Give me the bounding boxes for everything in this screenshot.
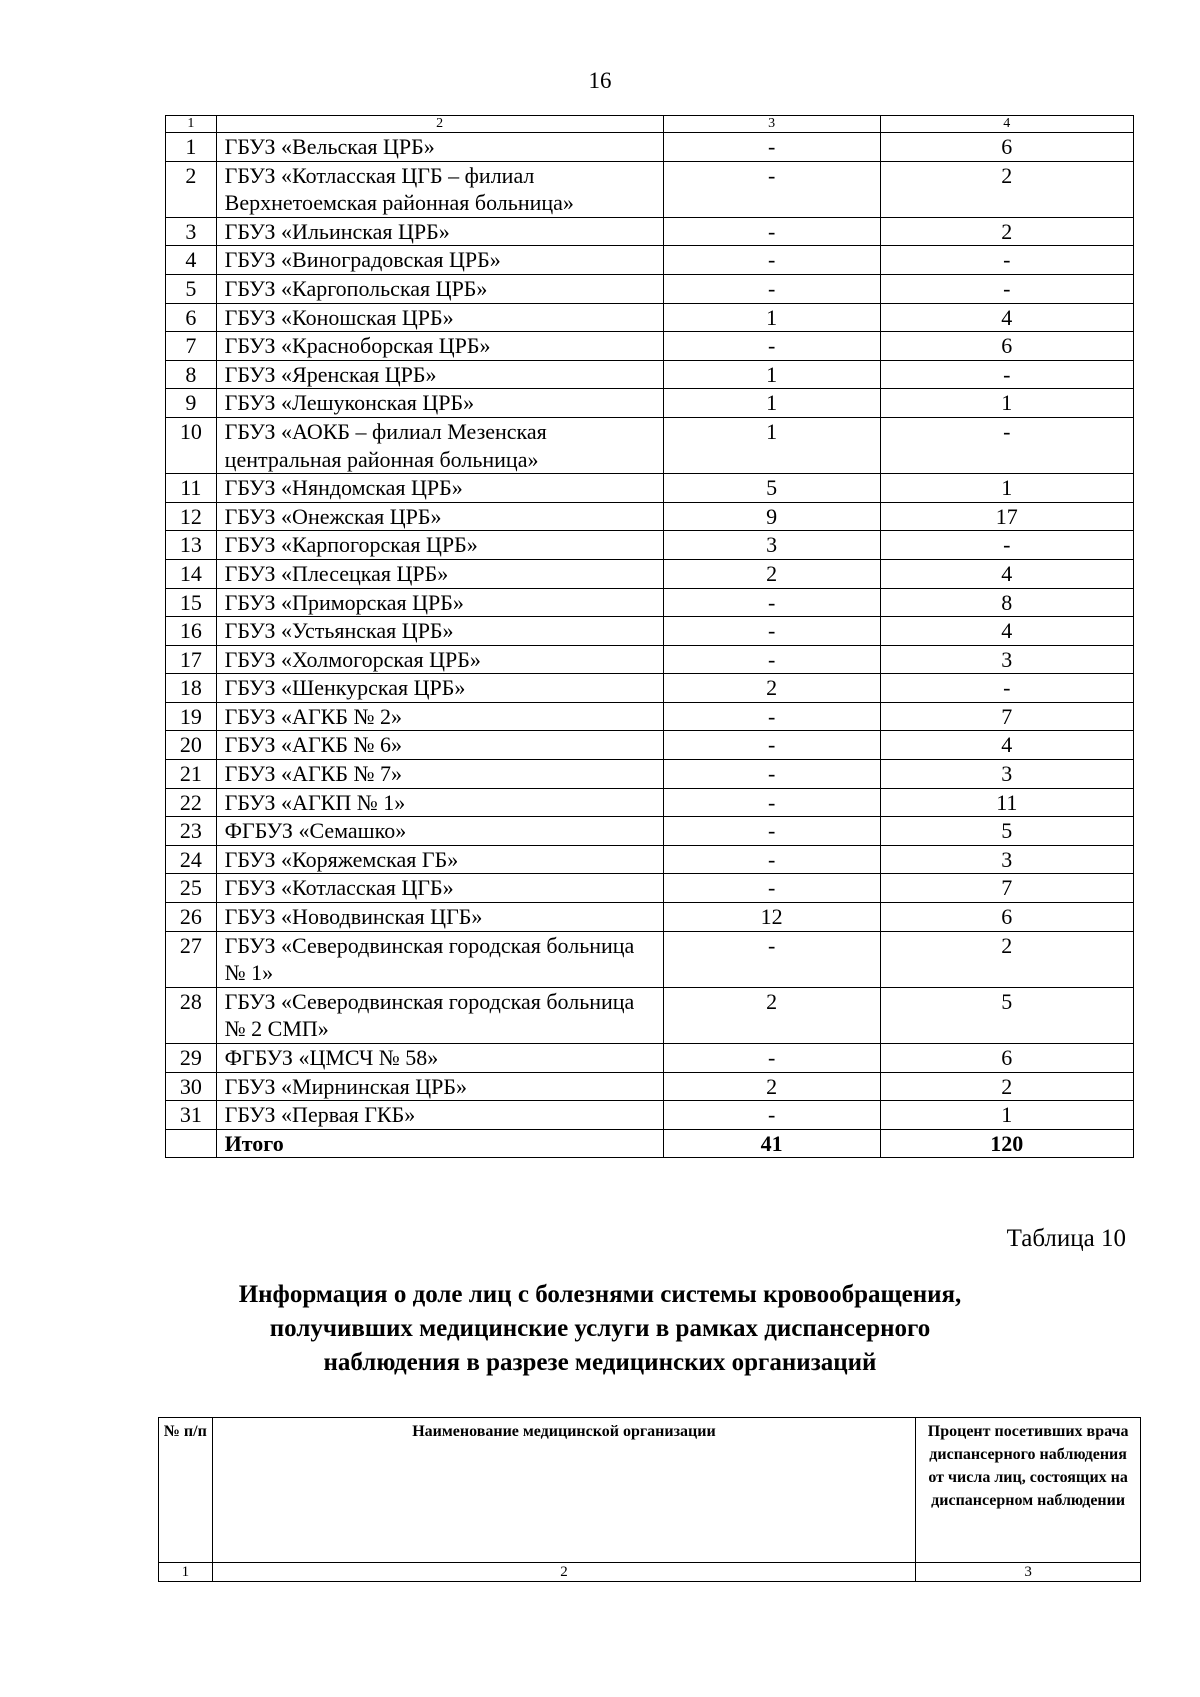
organization-name: ГБУЗ «АОКБ – филиал Мезенская центральная районная больница» [216,417,663,473]
column-4-value: 3 [880,645,1133,674]
table-row [166,702,1134,731]
column-4-value: 2 [880,217,1133,246]
column-4-value: 6 [880,1044,1133,1073]
organization-name: ГБУЗ «Карпогорская ЦРБ» [216,531,663,560]
table-row [166,760,1134,789]
column-3-value: - [663,588,880,617]
table-row [166,502,1134,531]
column-4-value: 2 [880,161,1133,217]
table-row [166,559,1134,588]
column-3-value: - [663,845,880,874]
row-number: 25 [166,874,217,903]
table-row [166,987,1134,1043]
column-3-value: 2 [663,1072,880,1101]
table-row [166,303,1134,332]
row-number: 24 [166,845,217,874]
table-row [166,645,1134,674]
row-number: 14 [166,559,217,588]
column-number-row [159,1563,1141,1582]
table-caption: Таблица 10 [1006,1225,1126,1252]
column-3-value: 1 [663,417,880,473]
table-row [166,417,1134,473]
column-4-value: 4 [880,303,1133,332]
column-4-value: 5 [880,987,1133,1043]
row-number: 27 [166,931,217,987]
column-3-value: - [663,702,880,731]
table-row [166,731,1134,760]
table-row [166,474,1134,503]
row-number: 9 [166,389,217,418]
organization-name: ГБУЗ «Холмогорская ЦРБ» [216,645,663,674]
organization-name: ГБУЗ «Онежская ЦРБ» [216,502,663,531]
column-3-value: 9 [663,502,880,531]
table-row [166,1072,1134,1101]
table-row [166,531,1134,560]
organization-name: ГБУЗ «Виноградовская ЦРБ» [216,246,663,275]
organization-name: ГБУЗ «Плесецкая ЦРБ» [216,559,663,588]
organization-name: ГБУЗ «АГКБ № 2» [216,702,663,731]
total-column-4: 120 [880,1129,1133,1158]
organization-name: ГБУЗ «Коношская ЦРБ» [216,303,663,332]
column-number-cell: 2 [212,1563,916,1582]
organization-name: ГБУЗ «Лешуконская ЦРБ» [216,389,663,418]
column-3-value: - [663,161,880,217]
header-row [159,1418,1141,1563]
table-row [166,788,1134,817]
row-number: 28 [166,987,217,1043]
row-number: 17 [166,645,217,674]
column-3-value: - [663,133,880,162]
column-3-value: 2 [663,674,880,703]
column-3-value: 2 [663,559,880,588]
column-3-value: 1 [663,360,880,389]
total-row [166,1129,1134,1158]
organization-name: ГБУЗ «Котласская ЦГБ» [216,874,663,903]
organization-name: ГБУЗ «Мирнинская ЦРБ» [216,1072,663,1101]
column-3-value: - [663,332,880,361]
row-number: 6 [166,303,217,332]
organization-name: ГБУЗ «Ильинская ЦРБ» [216,217,663,246]
table-row [166,1044,1134,1073]
table-row [166,274,1134,303]
row-number: 21 [166,760,217,789]
table-row [166,217,1134,246]
column-3-value: - [663,1044,880,1073]
table-row [166,588,1134,617]
table-row [166,874,1134,903]
table-row [166,133,1134,162]
column-3-value: 1 [663,303,880,332]
column-4-value: - [880,274,1133,303]
total-column-3: 41 [663,1129,880,1158]
column-3-value: 5 [663,474,880,503]
column-4-value: 6 [880,332,1133,361]
row-number: 26 [166,903,217,932]
column-number-cell: 1 [159,1563,213,1582]
row-number: 30 [166,1072,217,1101]
column-number-cell: 3 [663,116,880,133]
column-3-value: - [663,731,880,760]
column-3-value: 12 [663,903,880,932]
column-3-value: - [663,817,880,846]
column-4-value: 3 [880,760,1133,789]
title-line: наблюдения в разрезе медицинских организаций [323,1349,877,1376]
organization-name: ФГБУЗ «Семашко» [216,817,663,846]
column-3-value: - [663,274,880,303]
organization-name: ГБУЗ «АГКБ № 7» [216,760,663,789]
table-row [166,246,1134,275]
row-number: 8 [166,360,217,389]
column-4-value: 7 [880,874,1133,903]
organization-name: ФГБУЗ «ЦМСЧ № 58» [216,1044,663,1073]
row-number: 12 [166,502,217,531]
column-4-value: 2 [880,1072,1133,1101]
table-row [166,161,1134,217]
column-4-value: 6 [880,133,1133,162]
row-number: 10 [166,417,217,473]
table-row [166,931,1134,987]
column-4-value: 4 [880,731,1133,760]
row-number: 7 [166,332,217,361]
total-label: Итого [216,1129,663,1158]
header-number: № п/п [159,1418,213,1563]
column-3-value: - [663,1101,880,1130]
organization-name: ГБУЗ «АГКП № 1» [216,788,663,817]
column-number-cell: 4 [880,116,1133,133]
row-number: 15 [166,588,217,617]
column-number-cell: 2 [216,116,663,133]
title-line: Информация о доле лиц с болезнями системы кровообращения, [238,1281,962,1308]
column-3-value: - [663,788,880,817]
column-4-value: 2 [880,931,1133,987]
row-number: 1 [166,133,217,162]
row-number: 22 [166,788,217,817]
column-4-value: - [880,531,1133,560]
column-4-value: 7 [880,702,1133,731]
column-4-value: 3 [880,845,1133,874]
hospital-counts-table [165,115,1134,1158]
organization-name: ГБУЗ «Северодвинская городская больница № 1» [216,931,663,987]
row-number: 11 [166,474,217,503]
table-row [166,817,1134,846]
column-3-value: - [663,246,880,275]
column-3-value: - [663,617,880,646]
empty-cell [166,1129,217,1158]
organization-name: ГБУЗ «Коряжемская ГБ» [216,845,663,874]
column-3-value: 2 [663,987,880,1043]
organization-name: ГБУЗ «Первая ГКБ» [216,1101,663,1130]
organization-name: ГБУЗ «Новодвинская ЦГБ» [216,903,663,932]
column-4-value: 8 [880,588,1133,617]
organization-name: ГБУЗ «Каргопольская ЦРБ» [216,274,663,303]
organization-name: ГБУЗ «Шенкурская ЦРБ» [216,674,663,703]
column-4-value: - [880,674,1133,703]
column-3-value: - [663,217,880,246]
column-3-value: 3 [663,531,880,560]
row-number: 4 [166,246,217,275]
row-number: 18 [166,674,217,703]
table-row [166,845,1134,874]
column-number-row [166,116,1134,133]
column-4-value: 6 [880,903,1133,932]
column-3-value: - [663,760,880,789]
row-number: 13 [166,531,217,560]
row-number: 3 [166,217,217,246]
column-3-value: - [663,874,880,903]
page-number: 16 [588,68,612,93]
column-number-cell: 3 [916,1563,1141,1582]
column-4-value: 4 [880,559,1133,588]
column-4-value: - [880,246,1133,275]
row-number: 29 [166,1044,217,1073]
column-4-value: 1 [880,389,1133,418]
organization-name: ГБУЗ «Красноборская ЦРБ» [216,332,663,361]
column-4-value: - [880,360,1133,389]
table-row [166,360,1134,389]
header-organization: Наименование медицинской организации [212,1418,916,1563]
column-4-value: 17 [880,502,1133,531]
header-percent: Процент посетивших врача диспансерного наблюдения от числа лиц, состоящих на диспансерном наблюдении [916,1418,1141,1563]
section-title [0,1278,1200,1380]
organization-name: ГБУЗ «Приморская ЦРБ» [216,588,663,617]
column-4-value: 11 [880,788,1133,817]
table-row [166,1101,1134,1130]
row-number: 31 [166,1101,217,1130]
column-number-cell: 1 [166,116,217,133]
column-4-value: - [880,417,1133,473]
table-row [166,903,1134,932]
organization-name: ГБУЗ «Котласская ЦГБ – филиал Верхнетоемская районная больница» [216,161,663,217]
organization-name: ГБУЗ «Вельская ЦРБ» [216,133,663,162]
row-number: 20 [166,731,217,760]
table-row [166,617,1134,646]
column-4-value: 1 [880,1101,1133,1130]
column-3-value: - [663,931,880,987]
row-number: 19 [166,702,217,731]
row-number: 2 [166,161,217,217]
title-line: получивших медицинские услуги в рамках диспансерного [269,1315,931,1342]
circulatory-disease-table [158,1417,1141,1582]
column-3-value: - [663,645,880,674]
table-row [166,674,1134,703]
table-row [166,389,1134,418]
organization-name: ГБУЗ «Яренская ЦРБ» [216,360,663,389]
organization-name: ГБУЗ «Устьянская ЦРБ» [216,617,663,646]
column-3-value: 1 [663,389,880,418]
organization-name: ГБУЗ «Няндомская ЦРБ» [216,474,663,503]
column-4-value: 1 [880,474,1133,503]
table-row [166,332,1134,361]
row-number: 16 [166,617,217,646]
column-4-value: 4 [880,617,1133,646]
row-number: 5 [166,274,217,303]
organization-name: ГБУЗ «Северодвинская городская больница № 2 СМП» [216,987,663,1043]
row-number: 23 [166,817,217,846]
column-4-value: 5 [880,817,1133,846]
organization-name: ГБУЗ «АГКБ № 6» [216,731,663,760]
